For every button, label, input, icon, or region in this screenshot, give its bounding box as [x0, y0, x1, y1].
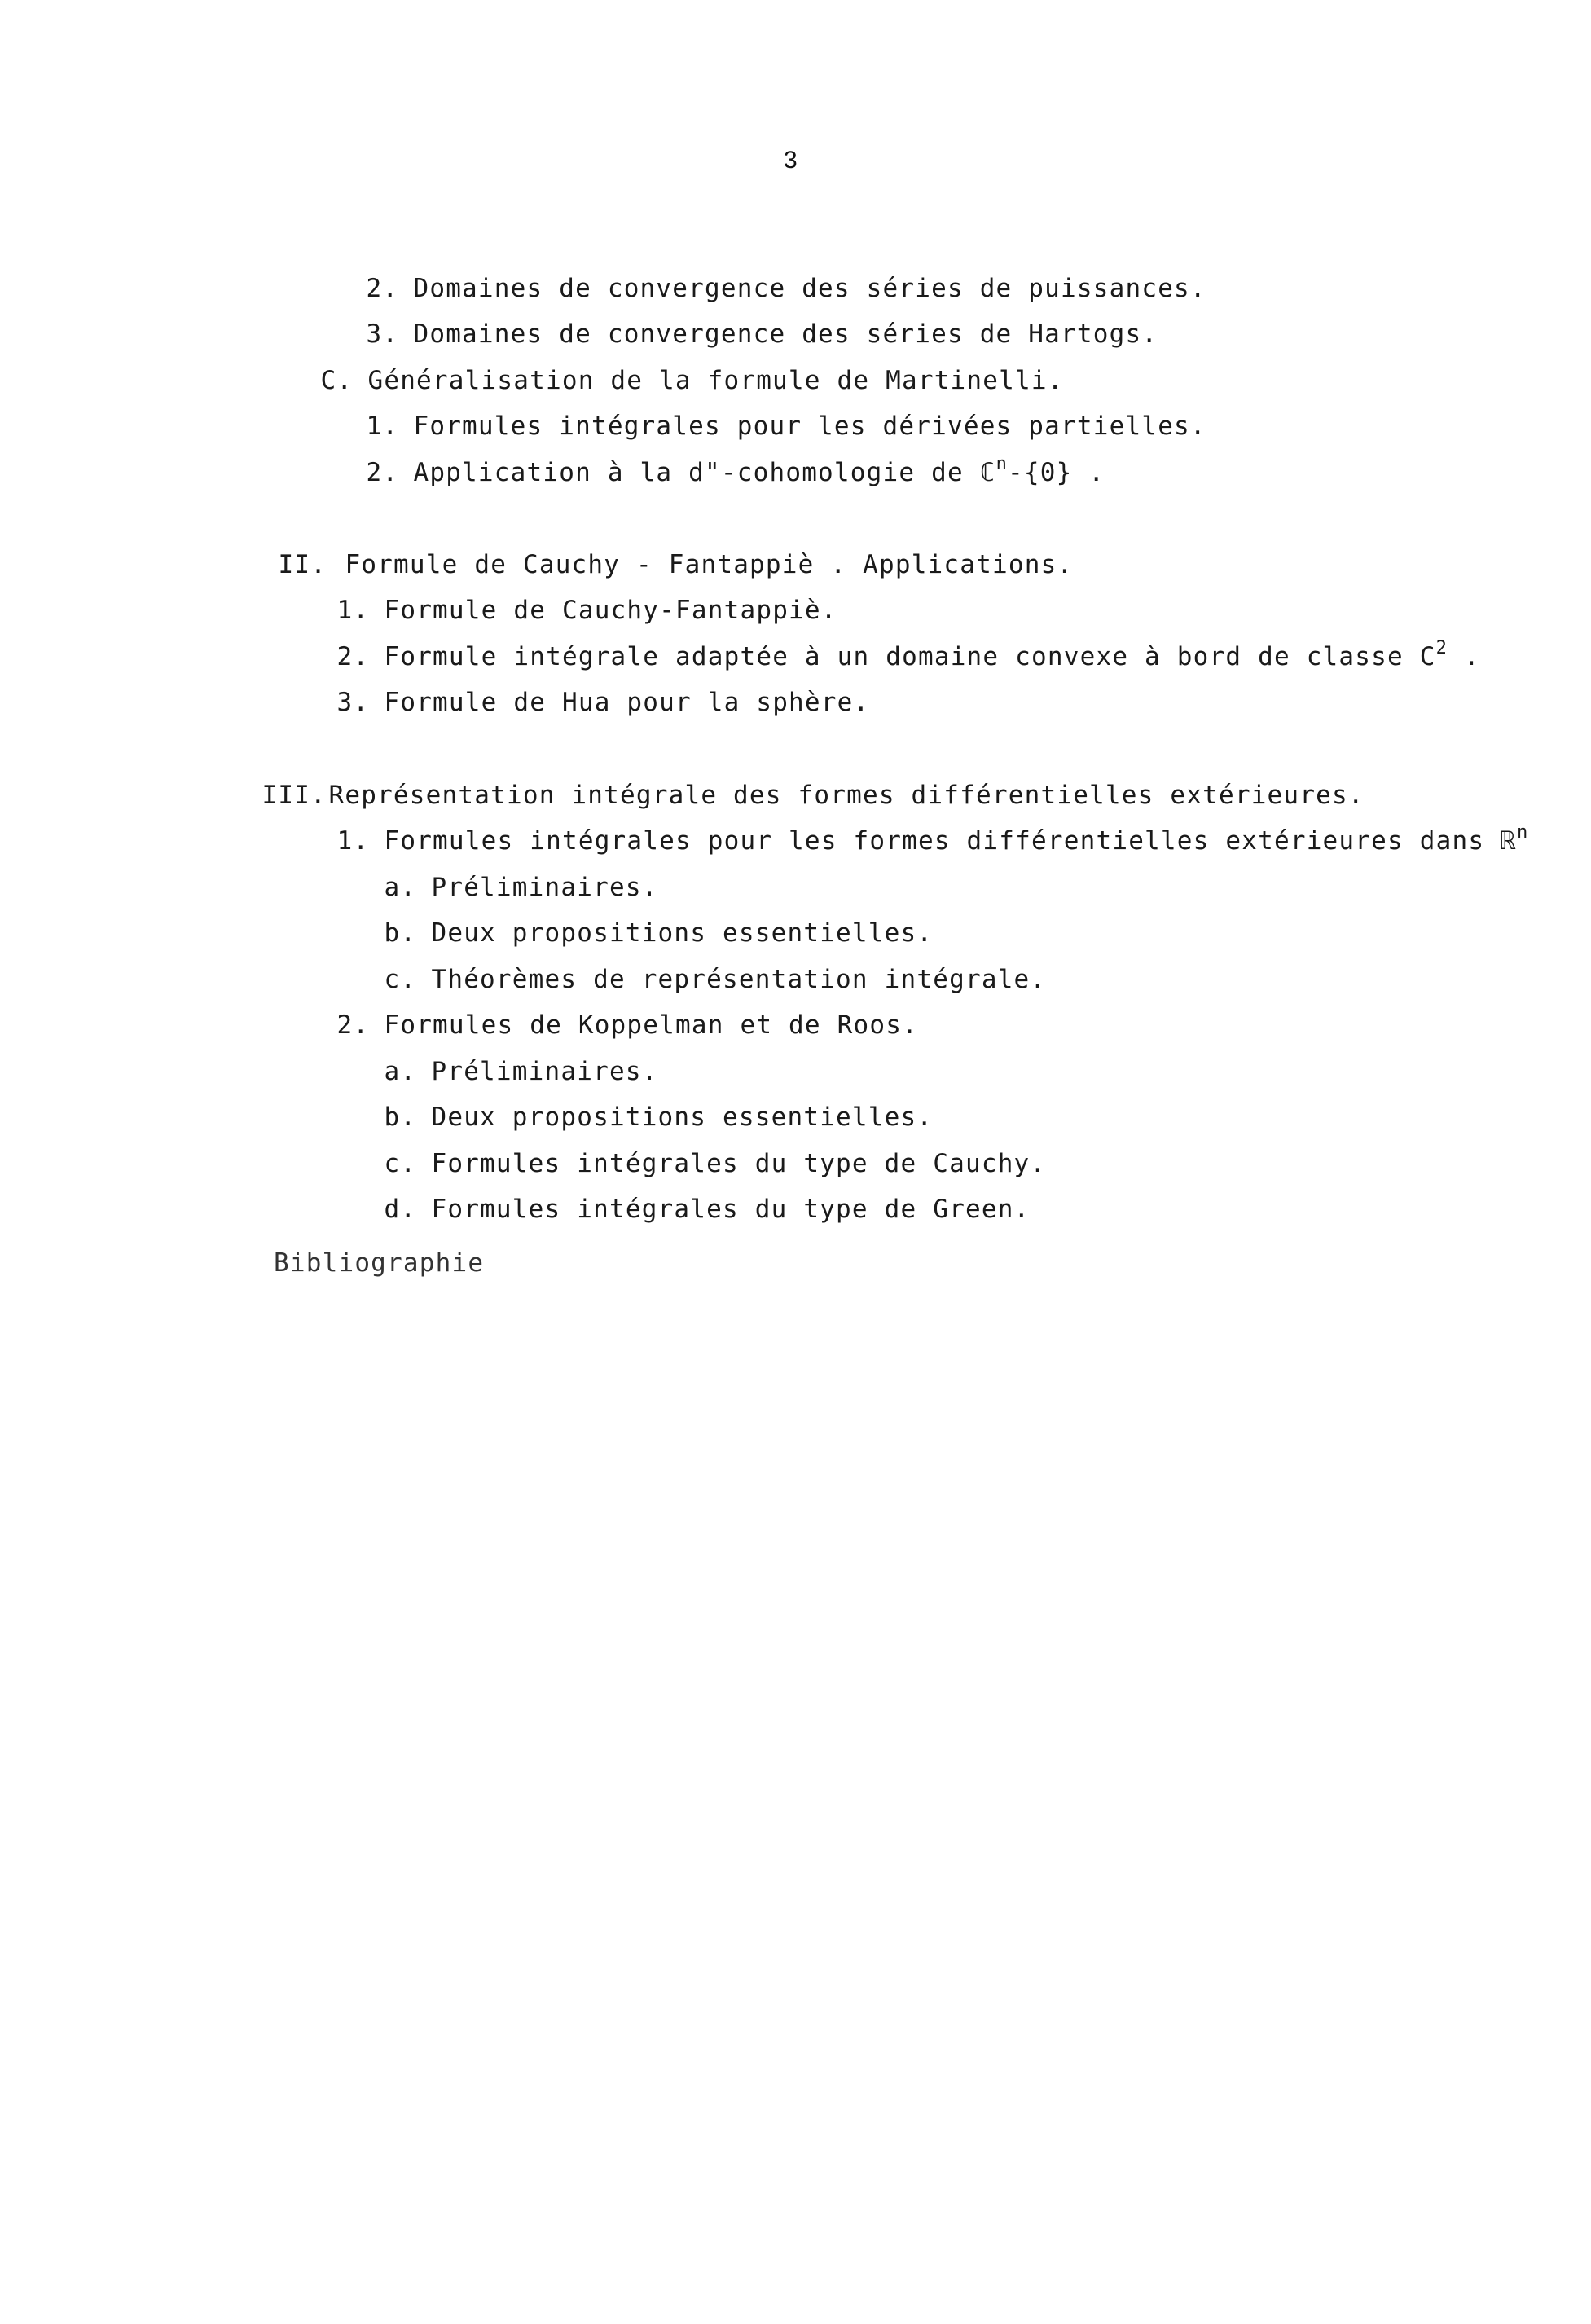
toc-item-mark: 3. [366, 319, 399, 349]
toc-item-mark: II. [278, 550, 327, 579]
toc-item-text: Formules intégrales du type de Green. [431, 1195, 1031, 1224]
toc-item-mark: b. [384, 918, 417, 948]
real-space-symbol: ℝ [1501, 826, 1517, 856]
math-tail: -{0} . [1008, 458, 1105, 487]
toc-item-text: Théorèmes de représentation intégrale. [431, 965, 1047, 994]
toc-item-mark: 3. [336, 688, 370, 717]
toc-item [319, 1160, 1030, 1258]
toc-item-mark: 1. [336, 596, 370, 625]
math-superscript: 2 [1435, 638, 1448, 658]
toc-item-text: Formules intégrales pour les dérivées partielles. [413, 412, 1206, 441]
toc-item-mark: C. [320, 366, 354, 395]
toc-item-text: Domaines de convergence des séries de Hartogs. [413, 319, 1158, 349]
toc-item-text: Formule de Hua pour la sphère. [384, 688, 870, 717]
toc-item [301, 424, 1105, 522]
toc-item-mark: 2. [336, 642, 370, 671]
toc-item-mark: 1. [366, 412, 399, 441]
toc-item-text: Application à la d"-cohomologie de [413, 458, 980, 487]
toc-item-text: Préliminaires. [431, 1057, 658, 1086]
toc-item [272, 654, 869, 751]
page-number: 3 [784, 147, 798, 174]
toc-item-mark: 2. [366, 274, 399, 303]
toc-item-text: Préliminaires. [431, 873, 658, 902]
toc-item-text: Formules intégrales du type de Cauchy. [431, 1149, 1047, 1178]
toc-item-mark: 1. [336, 826, 370, 856]
toc-item-mark: III. [262, 781, 327, 810]
math-superscript: n [995, 454, 1009, 474]
toc-item-text: Représentation intégrale des formes différentielles extérieures. [328, 781, 1365, 810]
toc-item-text: Deux propositions essentielles. [431, 918, 934, 948]
toc-item-text: Domaines de convergence des séries de puissances. [413, 274, 1206, 303]
toc-item-text: Formules intégrales pour les formes différentielles extérieures dans [384, 826, 1501, 856]
toc-item-mark: d. [384, 1195, 417, 1224]
toc-item-mark: c. [384, 965, 417, 994]
toc-item-mark: 2. [336, 1010, 370, 1040]
math-superscript: n [1516, 822, 1529, 843]
toc-item-text: Généralisation de la formule de Martinelli. [367, 366, 1064, 395]
complex-space-symbol: ℂ [979, 458, 996, 487]
toc-item-mark: a. [384, 873, 417, 902]
bibliography-heading: Bibliographie [274, 1248, 485, 1278]
toc-item-text: Formule intégrale adaptée à un domaine convexe à bord de classe C [384, 642, 1436, 671]
toc-item-mark: b. [384, 1103, 417, 1132]
toc-item-mark: a. [384, 1057, 417, 1086]
math-tail: . [1448, 642, 1480, 671]
toc-item-mark: 2. [366, 458, 399, 487]
toc-item-mark: c. [384, 1149, 417, 1178]
toc-item-text: Formules de Koppelman et de Roos. [384, 1010, 918, 1040]
toc-item-text: Formule de Cauchy - Fantappiè . Applications. [345, 550, 1074, 579]
toc-item-text: Formule de Cauchy-Fantappiè. [384, 596, 837, 625]
toc-item-text: Deux propositions essentielles. [431, 1103, 934, 1132]
